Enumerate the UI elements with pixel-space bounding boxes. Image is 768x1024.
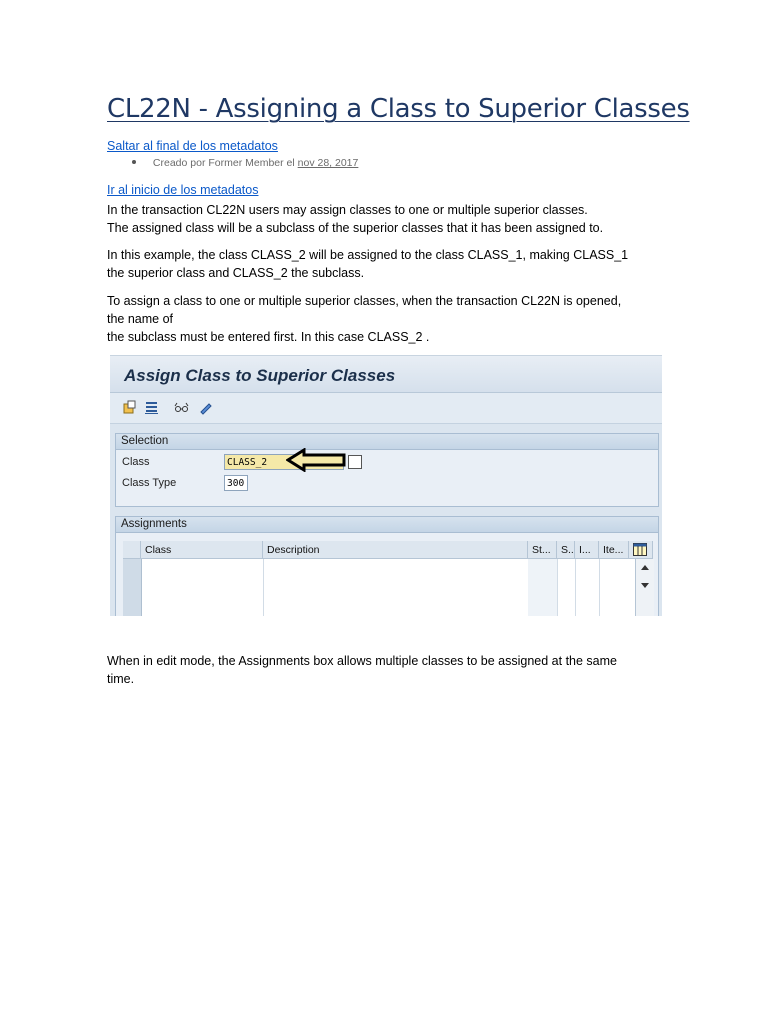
class-label: Class: [122, 456, 150, 468]
sap-title-bar: [110, 356, 662, 393]
hierarchy-icon[interactable]: [144, 400, 159, 415]
class-type-label: Class Type: [122, 477, 177, 489]
paragraph-line: time.: [107, 672, 135, 686]
class-type-input[interactable]: 300: [224, 475, 248, 491]
row-selector[interactable]: [123, 599, 142, 616]
column-divider: [599, 559, 600, 616]
metadata-line: [132, 157, 358, 169]
table-row[interactable]: [123, 599, 653, 616]
column-header[interactable]: St...: [528, 541, 557, 559]
selection-group: [115, 433, 659, 507]
scroll-down-icon[interactable]: [641, 583, 649, 588]
go-to-start-link[interactable]: Ir al inicio de los metadatos: [107, 183, 259, 197]
assignments-group: [115, 516, 659, 616]
assignments-heading: Assignments: [116, 517, 658, 533]
sap-screenshot: [110, 355, 662, 616]
table-row[interactable]: [123, 579, 653, 600]
paragraph-line: The assigned class will be a subclass of the superior classes that it has been assigned to.: [107, 221, 604, 235]
bullet-icon: [132, 160, 136, 164]
paragraph-line: In the transaction CL22N users may assign classes to one or multiple superior classes.: [107, 203, 588, 217]
column-header[interactable]: I...: [575, 541, 599, 559]
column-divider: [263, 559, 264, 616]
skip-to-end-link[interactable]: Saltar al final de los metadatos: [107, 139, 278, 153]
paragraph-line: In this example, the class CLASS_2 will be assigned to the class CLASS_1, making CLASS_1: [107, 248, 629, 262]
table-row[interactable]: [123, 559, 653, 580]
paragraph-line: When in edit mode, the Assignments box allows multiple classes to be assigned at the same: [107, 654, 617, 668]
status-column-shade: [528, 559, 557, 616]
table-settings-icon[interactable]: [629, 541, 653, 559]
paragraph-line: the subclass must be entered first. In this case CLASS_2 .: [107, 330, 430, 344]
pencil-icon[interactable]: [198, 400, 213, 415]
column-divider: [557, 559, 558, 616]
glasses-icon[interactable]: [174, 400, 189, 415]
paragraph-instructions: [107, 292, 621, 346]
column-header[interactable]: Description: [263, 541, 528, 559]
selection-heading: Selection: [116, 434, 658, 450]
paragraph-line: the superior class and CLASS_2 the subclass.: [107, 266, 365, 280]
created-by-text: Creado por Former Member el: [152, 157, 295, 169]
paragraph-edit-mode: [107, 652, 617, 688]
row-selector[interactable]: [123, 579, 142, 599]
create-icon[interactable]: [122, 400, 137, 415]
column-divider: [575, 559, 576, 616]
sap-toolbar: [110, 393, 662, 424]
paragraph-line: the name of: [107, 312, 174, 326]
row-selector[interactable]: [123, 559, 142, 579]
arrow-icon: [286, 448, 348, 472]
sap-window-title: Assign Class to Superior Classes: [124, 366, 396, 385]
column-header[interactable]: Class: [141, 541, 263, 559]
select-all-cell[interactable]: [123, 541, 141, 559]
table-scrollbar[interactable]: [635, 559, 654, 616]
paragraph-intro: [107, 201, 603, 237]
paragraph-line: To assign a class to one or multiple superior classes, when the transaction CL22N is opened,: [107, 294, 622, 308]
created-date[interactable]: nov 28, 2017: [297, 157, 359, 169]
scroll-up-icon[interactable]: [641, 565, 649, 570]
class-input[interactable]: CLASS_2: [224, 454, 344, 470]
copy-icon[interactable]: [348, 455, 362, 469]
column-header[interactable]: Ite...: [599, 541, 629, 559]
page-title: CL22N - Assigning a Class to Superior Classes: [107, 94, 690, 124]
column-header[interactable]: S..: [557, 541, 575, 559]
paragraph-example: [107, 246, 628, 282]
